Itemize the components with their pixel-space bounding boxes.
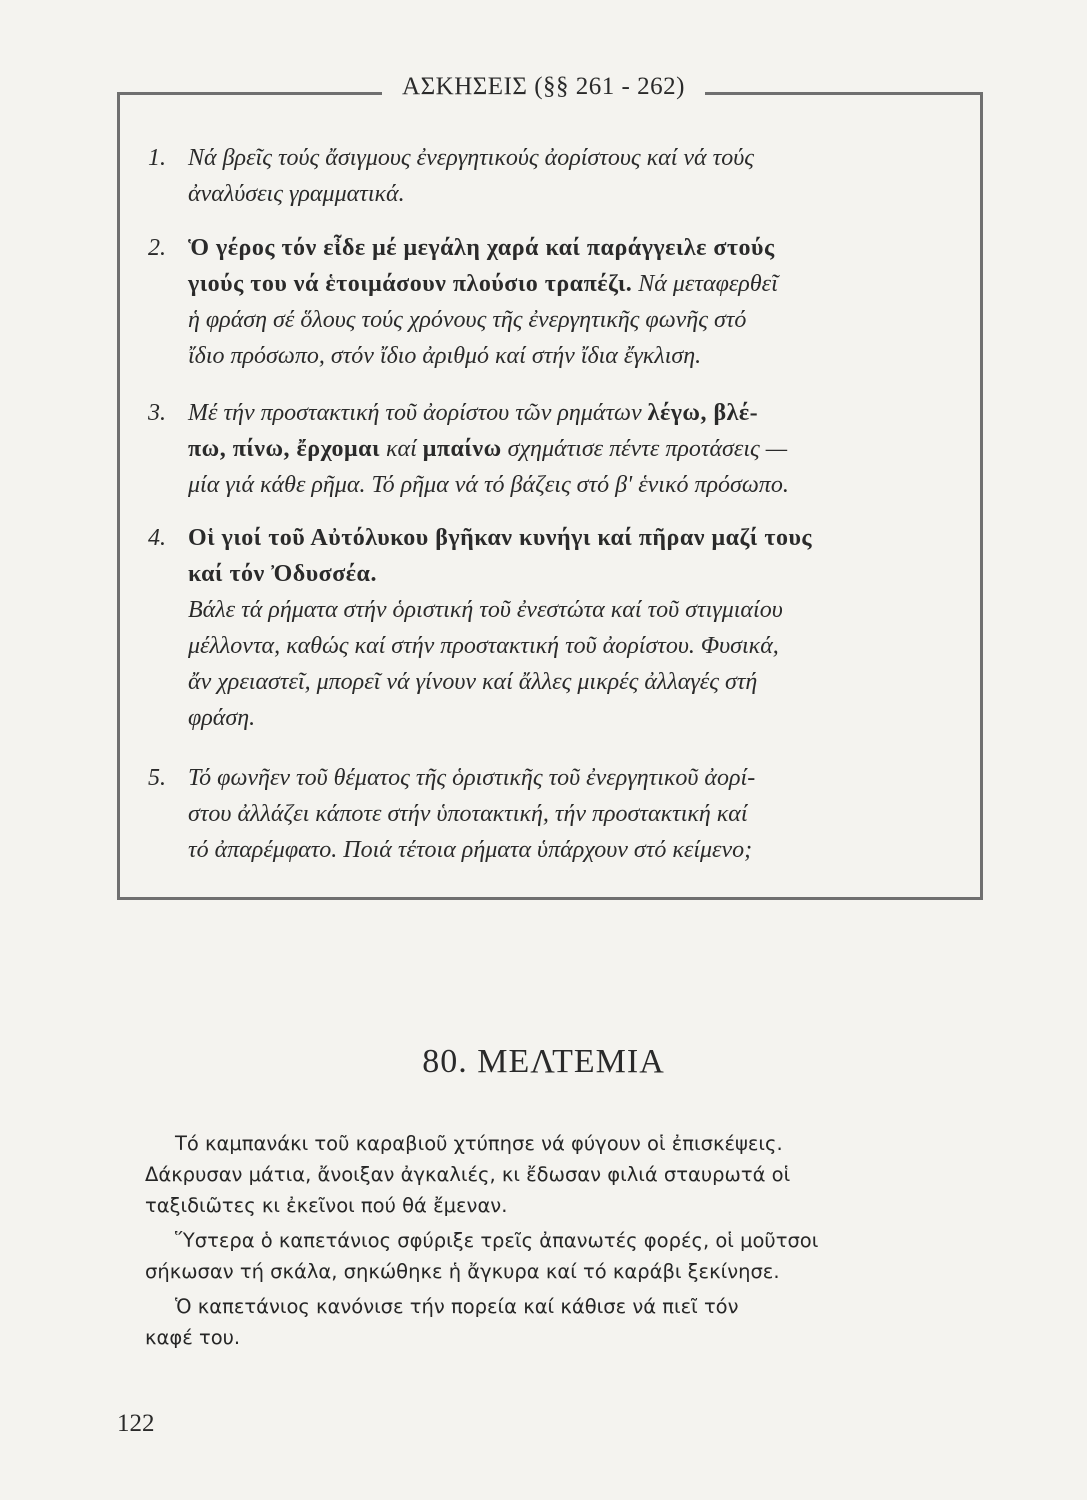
exercise-1: 1. Νά βρεῖς τούς ἄσιγμους ἐνεργητικούς ἀορίστους καί νά τούς ἀναλύσεις γραμματικά. [148,145,754,207]
chapter-text: Τό καμπανάκι τοῦ καραβιοῦ χτύπησε νά φύγουν οἱ ἐπισκέψεις. Δάκρυσαν μάτια, ἄνοιξαν ἀγκαλιές, κι ἔδωσαν φιλιά σταυρωτά οἱ ταξιδιῶτες κι ἐκεῖνοι πού θά ἔμεναν. Ὕστερα ὁ καπετάνιος σφύριξε τρεῖς ἀπανωτές φορές, οἱ μοῦτσοι σήκωσαν τή σκάλα, σηκώθηκε ἡ ἄγκυρα καί τό καράβι ξεκίνησε. Ὁ καπετάνιος κανόνισε τήν πορεία καί κάθισε νά πιεῖ τόν καφέ του. [145,1132,819,1349]
exercise-4: 4. Οἱ γιοί τοῦ Αὐτόλυκου βγῆκαν κυνήγι καί πῆραν μαζί τους καί τόν Ὀδυσσέα. Βάλε τά ρήματα στήν ὁριστική τοῦ ἐνεστώτα καί τοῦ στιγμιαίου μέλλοντα, καθώς καί στήν προστακτική τοῦ ἀορίστου. Φυσικά, ἄν χρειαστεῖ, μπορεῖ νά γίνουν καί ἄλλες μικρές ἀλλαγές στή φράση. [148,525,813,731]
chapter-heading: 80. ΜΕΛΤΕΜΙΑ [422,1043,665,1080]
exercise-3: 3. Μέ τήν προστακτική τοῦ ἀορίστου τῶν ρημάτων λέγω, βλέ- πω, πίνω, ἔρχομαι καί μπαίνω σχημάτισε πέντε προτάσεις — μία γιά κάθε ρῆμα. Τό ρῆμα νά τό βάζεις στό β' ἑνικό πρόσωπο. [148,400,789,498]
exercise-2: 2. Ὁ γέρος τόν εἶδε μέ μεγάλη χαρά καί παράγγειλε στούς γιούς του νά ἑτοιμάσουν πλούσιο τραπέζι. Νά μεταφερθεῖ ἡ φράση σέ ὅλους τούς χρόνους τῆς ἐνεργητικῆς φωνῆς στό ἴδιο πρόσωπο, στόν ἴδιο ἀριθμό καί στήν ἴδια ἔγκλιση. [148,235,778,369]
exercise-5: 5. Τό φωνῆεν τοῦ θέματος τῆς ὁριστικῆς τοῦ ἐνεργητικοῦ ἀορί- στου ἀλλάζει κάποτε στήν ὑποτακτική, τήν προστακτική καί τό ἀπαρέμφατο. Ποιά τέτοια ρήματα ὑπάρχουν στό κείμενο; [148,765,756,863]
page-number: 122 [117,1410,155,1437]
exercises-title: ΑΣΚΗΣΕΙΣ (§§ 261 - 262) [0,72,1087,102]
